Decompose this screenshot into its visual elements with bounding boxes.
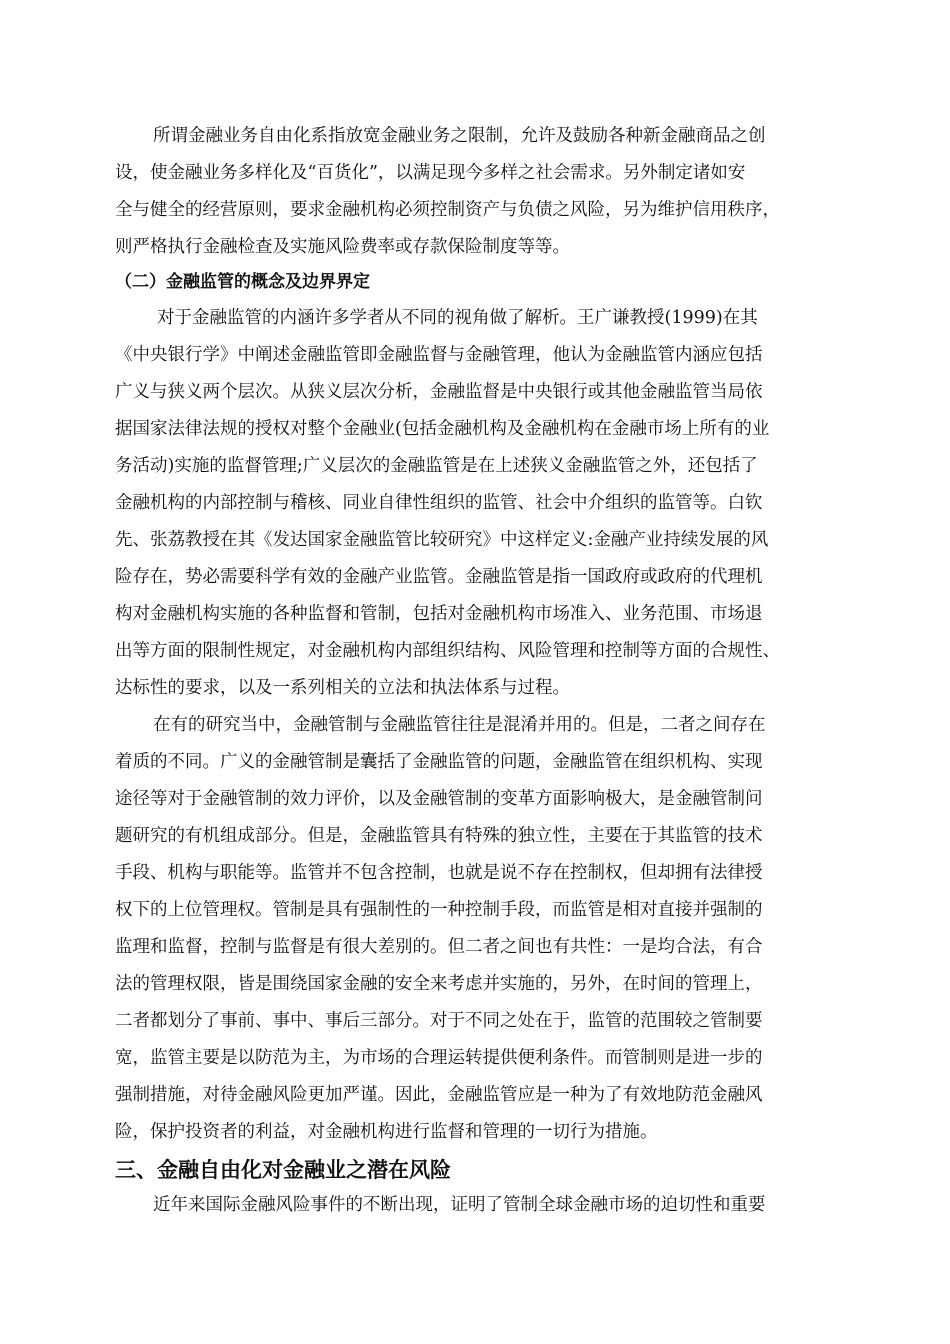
paragraph-1-line-1: 所谓金融业务自由化系指放宽金融业务之限制，允许及鼓励各种新金融商品之创 [153, 126, 766, 146]
paragraph-3-line-6: 权下的上位管理权。管制是具有强制性的一种控制手段，而监管是相对直接并强制的 [115, 900, 763, 920]
paragraph-2-line-8: 险存在，势必需要科学有效的金融产业监管。金融监管是指一国政府或政府的代理机 [115, 567, 763, 587]
section-heading-1: 三、金融自由化对金融业之潜在风险 [115, 1158, 451, 1182]
paragraph-3-line-4: 题研究的有机组成部分。但是，金融监管具有特殊的独立性，主要在于其监管的技术 [115, 826, 763, 846]
paragraph-2-line-9: 构对金融机构实施的各种监督和管制，包括对金融机构市场准入、业务范围、市场退 [115, 604, 763, 624]
section-heading-2: （二）金融监管的概念及边界界定 [115, 272, 370, 292]
paragraph-3-line-7: 监理和监督，控制与监督是有很大差别的。但二者之间也有共性：一是均合法，有合 [115, 937, 763, 957]
paragraph-3-line-3: 途径等对于金融管制的效力评价，以及金融管制的变革方面影响极大，是金融管制问 [115, 789, 763, 809]
paragraph-2-line-6: 金融机构的内部控制与稽核、同业自律性组织的监管、社会中介组织的监管等。白钦 [115, 493, 763, 513]
paragraph-2-line-2: 《中央银行学》中阐述金融监管即金融监督与金融管理，他认为金融监管内涵应包括 [115, 345, 763, 365]
paragraph-2-line-3: 广义与狭义两个层次。从狭义层次分析，金融监督是中央银行或其他金融监管当局依 [115, 382, 763, 402]
paragraph-3-line-5: 手段、机构与职能等。监管并不包含控制，也就是说不存在控制权，但却拥有法律授 [115, 863, 763, 883]
paragraph-1-line-3: 全与健全的经营原则，要求金融机构必须控制资产与负债之风险，另为维护信用秩序， [115, 200, 780, 220]
paragraph-2-line-1: 对于金融监管的内涵许多学者从不同的视角做了解析。王广谦教授(1999)在其 [157, 308, 758, 328]
paragraph-1-line-4: 则严格执行金融检查及实施风险费率或存款保险制度等等。 [115, 237, 570, 257]
paragraph-4-line-1: 近年来国际金融风险事件的不断出现，证明了管制全球金融市场的迫切性和重要 [153, 1195, 766, 1215]
paragraph-3-line-9: 二者都划分了事前、事中、事后三部分。对于不同之处在于，监管的范围较之管制要 [115, 1011, 763, 1031]
paragraph-2-line-11: 达标性的要求，以及一系列相关的立法和执法体系与过程。 [115, 678, 570, 698]
paragraph-2-line-10: 出等方面的限制性规定，对金融机构内部组织结构、风险管理和控制等方面的合规性、 [115, 641, 780, 661]
paragraph-3-line-8: 法的管理权限，皆是围绕国家金融的安全来考虑并实施的，另外，在时间的管理上， [115, 974, 763, 994]
paragraph-2-line-4: 据国家法律法规的授权对整个金融业(包括金融机构及金融机构在金融市场上所有的业 [115, 419, 770, 439]
paragraph-3-line-10: 宽，监管主要是以防范为主，为市场的合理运转提供便利条件。而管制则是进一步的 [115, 1048, 763, 1068]
paragraph-2-line-5: 务活动)实施的监督管理;广义层次的金融监管是在上述狭义金融监管之外，还包括了 [115, 456, 758, 476]
paragraph-3-line-1: 在有的研究当中，金融管制与金融监管往往是混淆并用的。但是，二者之间存在 [153, 715, 766, 735]
paragraph-1-line-2: 设，使金融业务多样化及“百货化”，以满足现今多样之社会需求。另外制定诸如安 [115, 163, 746, 183]
paragraph-3-line-11: 强制措施，对待金融风险更加严谨。因此，金融监管应是一种为了有效地防范金融风 [115, 1085, 763, 1105]
paragraph-3-line-12: 险，保护投资者的利益，对金融机构进行监督和管理的一切行为措施。 [115, 1122, 658, 1142]
paragraph-2-line-7: 先、张荔教授在其《发达国家金融监管比较研究》中这样定义:金融产业持续发展的风 [115, 530, 769, 550]
paragraph-3-line-2: 着质的不同。广义的金融管制是囊括了金融监管的问题，金融监管在组织机构、实现 [115, 752, 763, 772]
